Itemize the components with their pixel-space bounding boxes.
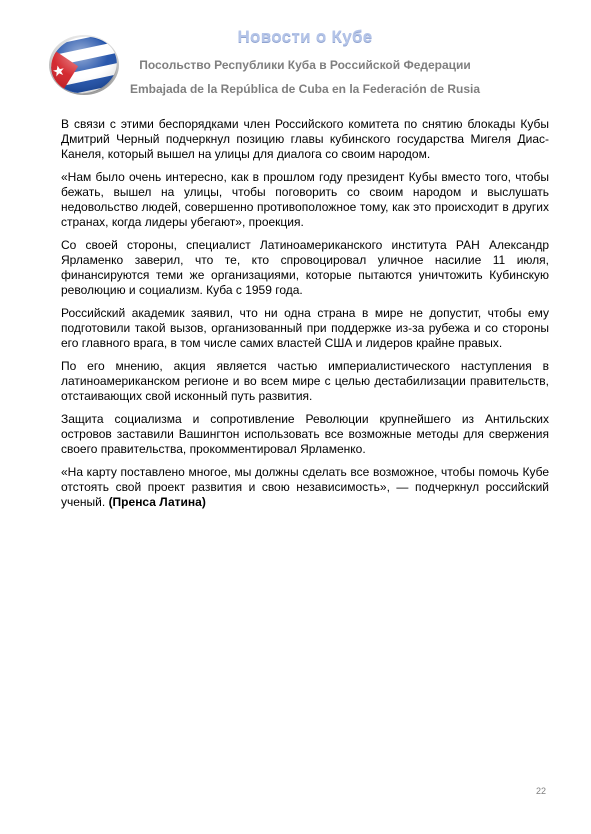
article-paragraph: По его мнению, акция является частью империалистического наступления в латиноамериканском регионе и во всем мире с целью дестабилизации правительств, отстаивающих свой исконный путь развития. bbox=[61, 359, 549, 403]
header-subtitle-es: Embajada de la República de Cuba en la Federación de Rusia bbox=[129, 82, 481, 96]
article-paragraph: В связи с этими беспорядками член Российского комитета по снятию блокады Кубы Дмитрий Черный подчеркнул позицию главы кубинского государства Мигеля Диас-Канеля, который вышел на улицы для диалога со своим народом. bbox=[61, 117, 549, 161]
article-paragraph: Российский академик заявил, что ни одна страна в мире не допустит, чтобы ему подготовили такой вызов, организованный при поддержке из-за рубежа и со стороны его главного врага, в том числе самих властей США и лидеров крайне правых. bbox=[61, 306, 549, 350]
article-source: (Пренса Латина) bbox=[108, 495, 206, 509]
article-body bbox=[61, 117, 549, 518]
article-last-text: «На карту поставлено многое, мы должны сделать все возможное, чтобы помочь Кубе отстоять свой проект развития и свою независимость», — подчеркнул российский ученый. bbox=[61, 465, 549, 509]
header-title: Новости о Кубе bbox=[237, 27, 373, 46]
article-paragraph: Защита социализма и сопротивление Революции крупнейшего из Антильских островов заставили Вашингтон использовать все возможные методы для свержения своего правительства, прокомментировал Ярламенко. bbox=[61, 412, 549, 456]
page-header bbox=[0, 0, 591, 110]
page-number: 22 bbox=[536, 786, 547, 796]
header-subtitle-ru: Посольство Республики Куба в Российской Федерации bbox=[139, 58, 471, 72]
article-paragraph: Со своей стороны, специалист Латиноамериканского института РАН Александр Ярламенко заверил, что те, кто спровоцировал уличное насилие 11 июля, финансируются теми же организациями, которые пытаются уничтожить Кубинскую революцию и социализм. Куба с 1959 года. bbox=[61, 238, 549, 297]
article-paragraph: «Нам было очень интересно, как в прошлом году президент Кубы вместо того, чтобы бежать, вышел на улицы, чтобы поговорить со своим народом и выслушать недовольство людей, совершенно противоположное тому, как это происходит в других странах, когда лидеры убегают», проекция. bbox=[61, 170, 549, 229]
article-paragraph-last bbox=[61, 465, 549, 510]
